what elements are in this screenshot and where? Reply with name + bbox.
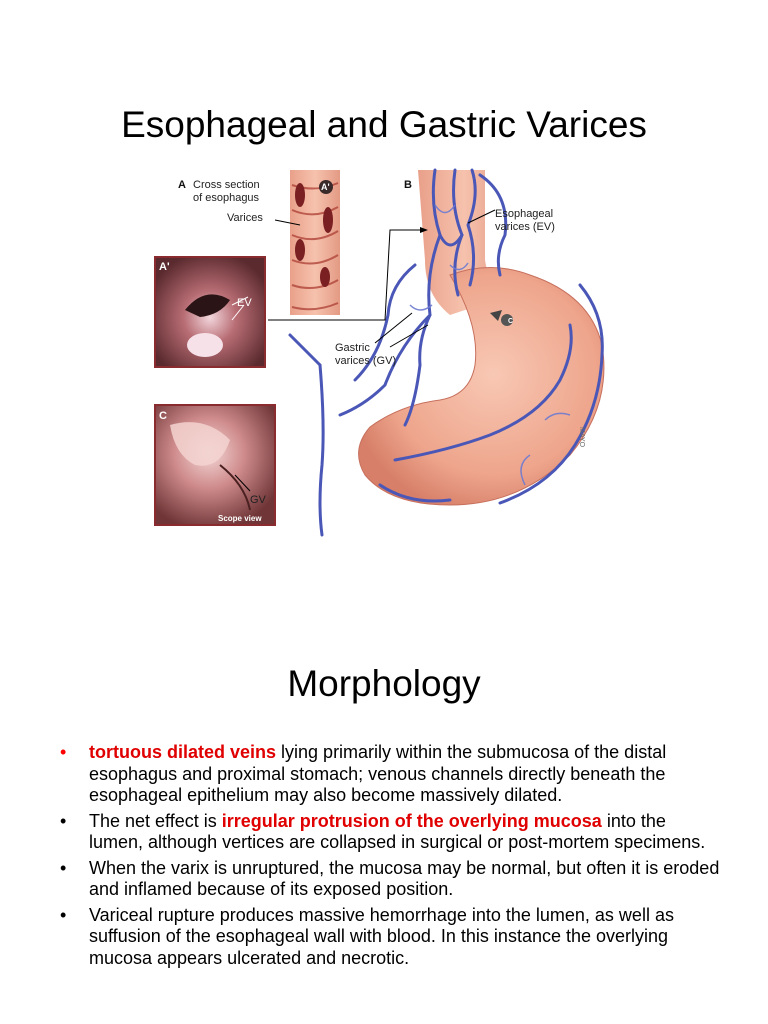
scope-panel-c [155, 405, 275, 525]
figure-text-scope-view: Scope view [218, 514, 262, 523]
highlight-text: tortuous dilated veins [89, 742, 277, 762]
figure-label-c-stomach: C [508, 318, 514, 325]
bullet-text: Variceal rupture produces massive hemorrhage into the lumen, as well as suffusion of the esophageal wall with blood. In this instance the overlying mucosa appears ulcerated and necrotic. [89, 904, 674, 968]
figure-watermark: MAYO [578, 427, 585, 448]
figure-label-a-prime-inset: A' [321, 182, 330, 192]
figure-text-gv-short: GV [250, 494, 266, 506]
bullet-text: into the lumen, although vertices are collapsed in surgical or post-mortem specimens. [89, 810, 706, 852]
figure-label-b: B [404, 179, 412, 191]
varices-illustration [150, 165, 610, 545]
bullet-glyph: • [60, 742, 67, 762]
section-title: Morphology [287, 663, 481, 704]
bullet-text: lying primarily within the submucosa of the distal esophagus and proximal stomach; venous channels directly beneath the esophageal epithelium may also become massively dilated. [89, 742, 667, 805]
bullet-glyph: • [60, 810, 67, 831]
figure-text-varices: Varices [227, 212, 263, 224]
stomach [359, 268, 604, 506]
bullet-item [60, 905, 720, 970]
highlight-text: irregular protrusion of the overlying mucosa [221, 810, 602, 831]
esophagus-cross-section [290, 170, 340, 315]
bullet-text: The net effect is [89, 810, 222, 831]
figure-text-varices-gv: varices (GV) [335, 355, 397, 367]
bullet-glyph: • [60, 857, 67, 878]
figure-label-a: A [178, 179, 186, 191]
figure-label-a-prime: A' [159, 261, 170, 273]
figure-text-varices-ev: varices (EV) [495, 221, 555, 233]
bullet-text: When the varix is unruptured, the mucosa may be normal, but often it is eroded and inflamed because of its exposed position. [89, 857, 720, 899]
figure-text-cross-section: Cross section [193, 179, 260, 191]
bullet-item [60, 742, 720, 807]
bullet-item [60, 811, 720, 854]
figure-text-ev-short: EV [237, 297, 252, 309]
figure-text-of-esophagus: of esophagus [193, 192, 260, 204]
scope-panel-a-prime [155, 257, 265, 367]
morphology-bullet-list [60, 742, 720, 973]
figure-text-gastric: Gastric [335, 342, 370, 354]
bullet-glyph: • [60, 904, 67, 925]
figure-label-c: C [159, 410, 167, 422]
slide-title: Esophageal and Gastric Varices [121, 104, 647, 145]
bullet-item [60, 858, 720, 901]
figure-text-esophageal: Esophageal [495, 208, 554, 220]
